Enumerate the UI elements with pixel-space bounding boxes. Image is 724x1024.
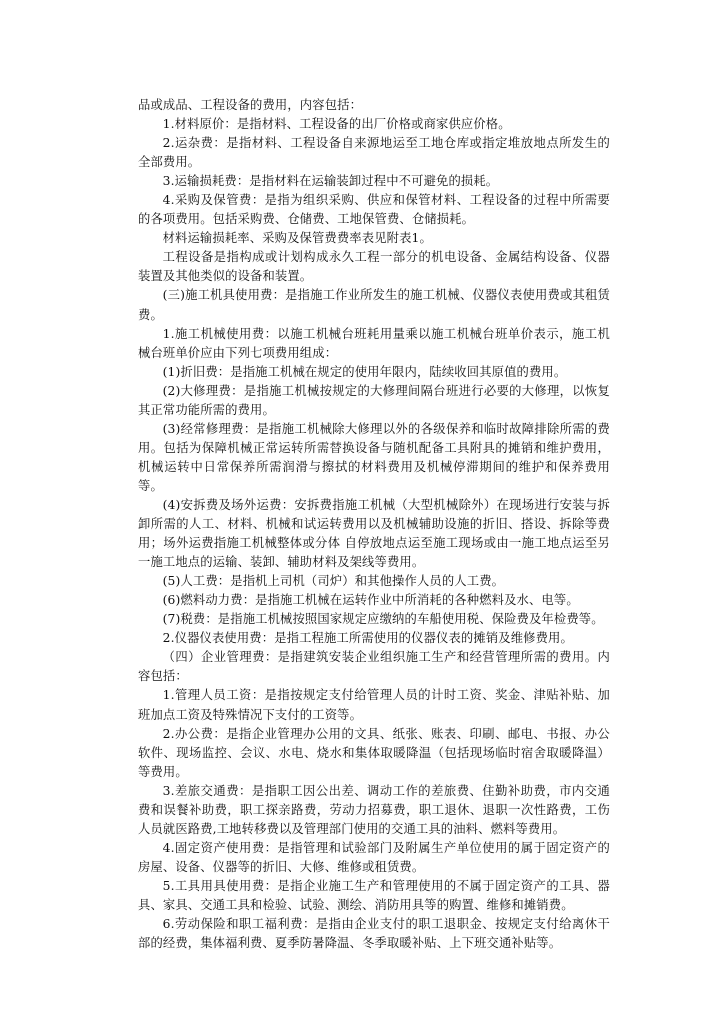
paragraph: (5)人工费：是指机上司机（司炉）和其他操作人员的人工费。 (162, 574, 505, 589)
paragraph: (三)施工机具使用费：是指施工作业所发生的施工机械、仪器仪表使用费或其租赁费。 (138, 288, 610, 322)
paragraph: 4.采购及保管费：是指为组织采购、供应和保管材料、工程设备的过程中所需要的各项费用。包括采购费、仓储费、工地保管费、仓储损耗。 (138, 193, 610, 227)
paragraph: 4.固定资产使用费：是指管理和试验部门及附属生产单位使用的属于固定资产的房屋、设备、仪器等的折旧、大修、维修或租赁费。 (138, 840, 610, 874)
paragraph: 工程设备是指构成或计划构成永久工程一部分的机电设备、金属结构设备、仪器装置及其他类似的设备和装置。 (138, 250, 610, 284)
paragraph: 1.材料原价：是指材料、工程设备的出厂价格或商家供应价格。 (162, 117, 511, 132)
paragraph: 2.仪器仪表使用费：是指工程施工所需使用的仪器仪表的摊销及维修费用。 (162, 631, 573, 646)
paragraph: 品或成品、工程设备的费用，内容包括： (138, 98, 363, 112)
paragraph: 5.工具用具使用费：是指企业施工生产和管理使用的不属于固定资产的工具、器具、家具、交通工具和检验、试验、测绘、消防用具等的购置、维修和摊销费。 (138, 878, 610, 912)
paragraph: 2.运杂费：是指材料、工程设备自来源地运至工地仓库或指定堆放地点所发生的全部费用。 (138, 136, 610, 170)
paragraph: (2)大修理费：是指施工机械按规定的大修理间隔台班进行必要的大修理，以恢复其正常功能所需的费用。 (138, 383, 610, 417)
paragraph: （四）企业管理费：是指建筑安装企业组织施工生产和经营管理所需的费用。内容包括： (138, 650, 610, 684)
paragraph: 6.劳动保险和职工福利费：是指由企业支付的职工退职金、按规定支付给离休干部的经费，集体福利费、夏季防暑降温、冬季取暖补贴、上下班交通补贴等。 (138, 917, 610, 951)
paragraph: 1.施工机械使用费：以施工机械台班耗用量乘以施工机械台班单价表示，施工机械台班单价应由下列七项费用组成： (138, 326, 610, 360)
paragraph: (4)安拆费及场外运费：安拆费指施工机械（大型机械除外）在现场进行安装与拆卸所需的人工、材料、机械和试运转费用以及机械辅助设施的折旧、搭设、拆除等费用；场外运费指施工机械整体或分体 自停放地点运至施工现场或由一施工地点运至另一施工地点的运输、装卸、辅助材料及架线等费用。 (138, 497, 610, 570)
paragraph: 3.差旅交通费：是指职工因公出差、调动工作的差旅费、住勤补助费，市内交通费和误餐补助费，职工探亲路费，劳动力招募费，职工退休、退职一次性路费，工伤人员就医路费,工地转移费以及管理部门使用的交通工具的油料、燃料等费用。 (138, 783, 610, 836)
document-body (138, 96, 610, 953)
paragraph: (3)经常修理费：是指施工机械除大修理以外的各级保养和临时故障排除所需的费用。包括为保障机械正常运转所需替换设备与随机配备工具附具的摊销和维护费用，机械运转中日常保养所需润滑与擦拭的材料费用及机械停滞期间的维护和保养费用等。 (138, 421, 610, 493)
paragraph: 1.管理人员工资：是指按规定支付给管理人员的计时工资、奖金、津贴补贴、加班加点工资及特殊情况下支付的工资等。 (138, 688, 610, 722)
paragraph: (7)税费：是指施工机械按照国家规定应缴纳的车船使用税、保险费及年检费等。 (162, 612, 604, 627)
paragraph: 3.运输损耗费：是指材料在运输装卸过程中不可避免的损耗。 (162, 174, 499, 189)
paragraph: (1)折旧费：是指施工机械在规定的使用年限内，陆续收回其原值的费用。 (162, 364, 567, 379)
paragraph: 2.办公费：是指企业管理办公用的文具、纸张、账表、印刷、邮电、书报、办公软件、现场监控、会议、水电、烧水和集体取暖降温（包括现场临时宿舍取暖降温）等费用。 (138, 726, 610, 779)
paragraph: 材料运输损耗率、采购及保管费费率表见附表1。 (162, 231, 432, 246)
paragraph: (6)燃料动力费：是指施工机械在运转作业中所消耗的各种燃料及水、电等。 (162, 593, 579, 608)
